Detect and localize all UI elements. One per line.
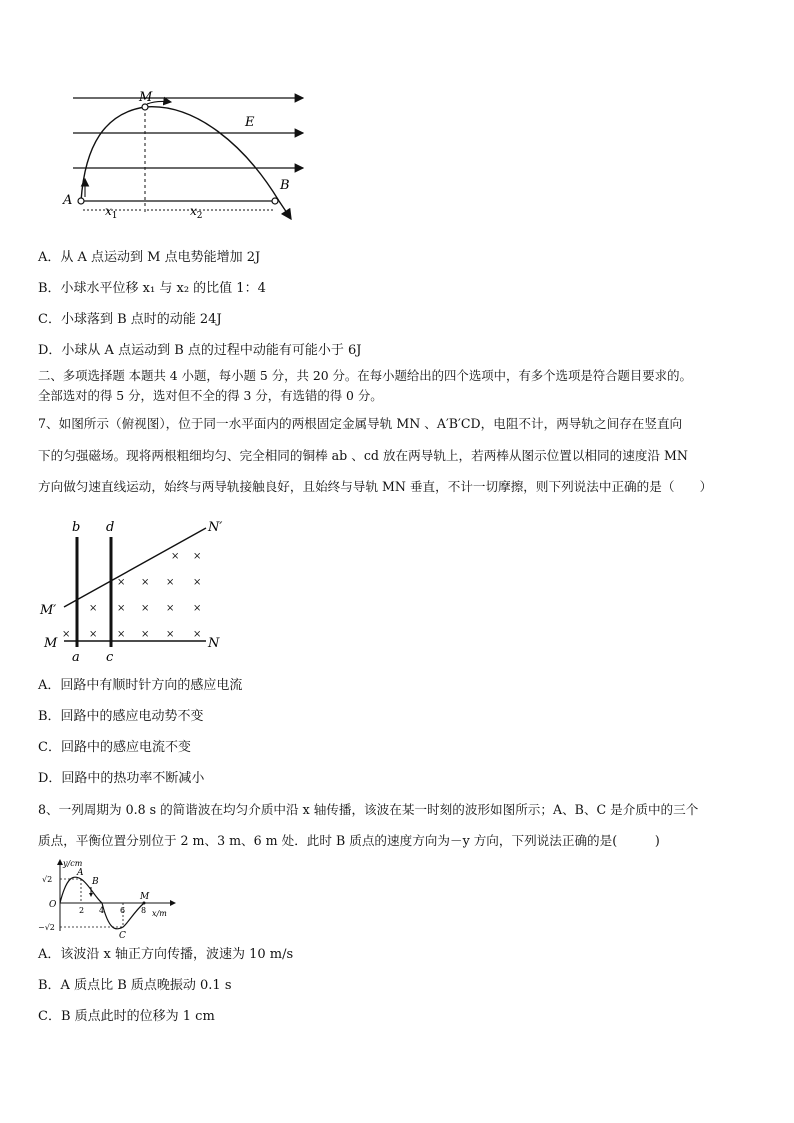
label-d: d [106,520,115,535]
svg-text:×: × [141,629,150,640]
origin-label: O [49,900,57,910]
svg-text:×: × [166,629,175,640]
label-a: A [63,193,73,208]
y-axis-label: y/cm [63,859,83,868]
y-tick-pos: √2 [42,875,53,884]
q7-option-d: D．回路中的热功率不断减小 [38,771,205,786]
label-b: B [92,877,99,887]
trajectory-figure [55,85,315,230]
svg-text:×: × [141,603,150,614]
svg-text:×: × [166,577,175,588]
q8-option-b: B．A 质点比 B 质点晚振动 0.1 s [38,978,232,993]
x-tick-6: 6 [120,906,126,915]
q7-stem-line3: 方向做匀速直线运动，始终与两导轨接触良好，且始终与导轨 MN 垂直，不计一切摩擦，则下列说法中正确的是（ ） [38,479,713,494]
q8-option-a: A．该波沿 x 轴正方向传播，波速为 10 m/s [38,947,294,962]
point-b [272,198,278,204]
svg-text:×: × [117,603,126,614]
svg-text:×: × [171,551,180,562]
svg-text:×: × [193,629,202,640]
section2-line1: 二、多项选择题 本题共 4 小题，每小题 5 分，共 20 分。在每小题给出的四个选项中，有多个选项是符合题目要求的。 [38,368,692,383]
x-axis-label: x/m [152,909,167,918]
label-n: N [208,636,220,651]
label-x2: $x_2$ [190,204,203,221]
svg-text:×: × [62,629,71,640]
svg-text:×: × [193,577,202,588]
svg-text:×: × [89,603,98,614]
q7-option-b: B．回路中的感应电动势不变 [38,709,204,724]
label-a: A [77,868,84,878]
q8-stem-line1: 8、一列周期为 0.8 s 的简谐波在均匀介质中沿 x 轴传播，该波在某一时刻的波形如图所示；A、B、C 是介质中的三个 [38,802,699,817]
svg-text:×: × [141,577,150,588]
q6-option-b: B．小球水平位移 x₁ 与 x₂ 的比值 1：4 [38,281,266,296]
label-m: M [139,90,153,105]
svg-text:×: × [193,551,202,562]
q7-option-c: C．回路中的感应电流不变 [38,740,191,755]
y-tick-neg: −√2 [38,923,55,932]
magnetic-field-crosses [62,551,201,640]
svg-text:×: × [117,629,126,640]
svg-text:×: × [89,629,98,640]
b-arrow-head [89,893,93,897]
svg-text:×: × [166,603,175,614]
point-a [78,198,84,204]
label-c: c [106,650,114,665]
label-m: M [140,892,150,902]
label-c: C [119,931,126,939]
q6-option-d: D．小球从 A 点运动到 B 点的过程中动能有可能小于 6J [38,343,362,358]
section2-line2: 全部选对的得 5 分，选对但不全的得 3 分，有选错的得 0 分。 [38,388,383,403]
q8-option-c: C．B 质点此时的位移为 1 cm [38,1009,215,1024]
q7-stem-line1: 7、如图所示（俯视图），位于同一水平面内的两根固定金属导轨 MN 、A′B′CD，电阻不计，两导轨之间存在竖直向 [38,416,683,431]
svg-text:×: × [117,577,126,588]
rail-m-prime-n-prime [64,528,206,607]
q6-option-c: C．小球落到 B 点时的动能 24J [38,312,222,327]
label-b: b [72,520,81,535]
x-tick-4: 4 [99,906,105,915]
label-m-prime: M′ [40,603,57,618]
wave-figure [38,857,183,939]
svg-text:×: × [193,603,202,614]
q6-option-a: A．从 A 点运动到 M 点电势能增加 2J [38,250,261,265]
label-m: M [44,636,58,651]
trajectory-tail [279,201,291,219]
q7-option-a: A．回路中有顺时针方向的感应电流 [38,678,243,693]
x-tick-8: 8 [141,906,147,915]
x-axis-arrow [170,900,176,906]
q7-stem-line2: 下的匀强磁场。现将两根粗细均匀、完全相同的铜棒 ab 、cd 放在两导轨上，若两棒从图示位置以相同的速度沿 MN [38,448,688,463]
label-b: B [280,178,290,193]
label-x1: $x_1$ [105,204,118,221]
label-a: a [72,650,80,665]
x-tick-2: 2 [79,906,85,915]
label-e: E [245,115,255,130]
q8-stem-line2: 质点，平衡位置分别位于 2 m、3 m、6 m 处．此时 B 质点的速度方向为－y 方向，下列说法正确的是( ) [38,833,660,848]
label-n-prime: N′ [208,520,223,535]
rails-figure [38,515,238,665]
